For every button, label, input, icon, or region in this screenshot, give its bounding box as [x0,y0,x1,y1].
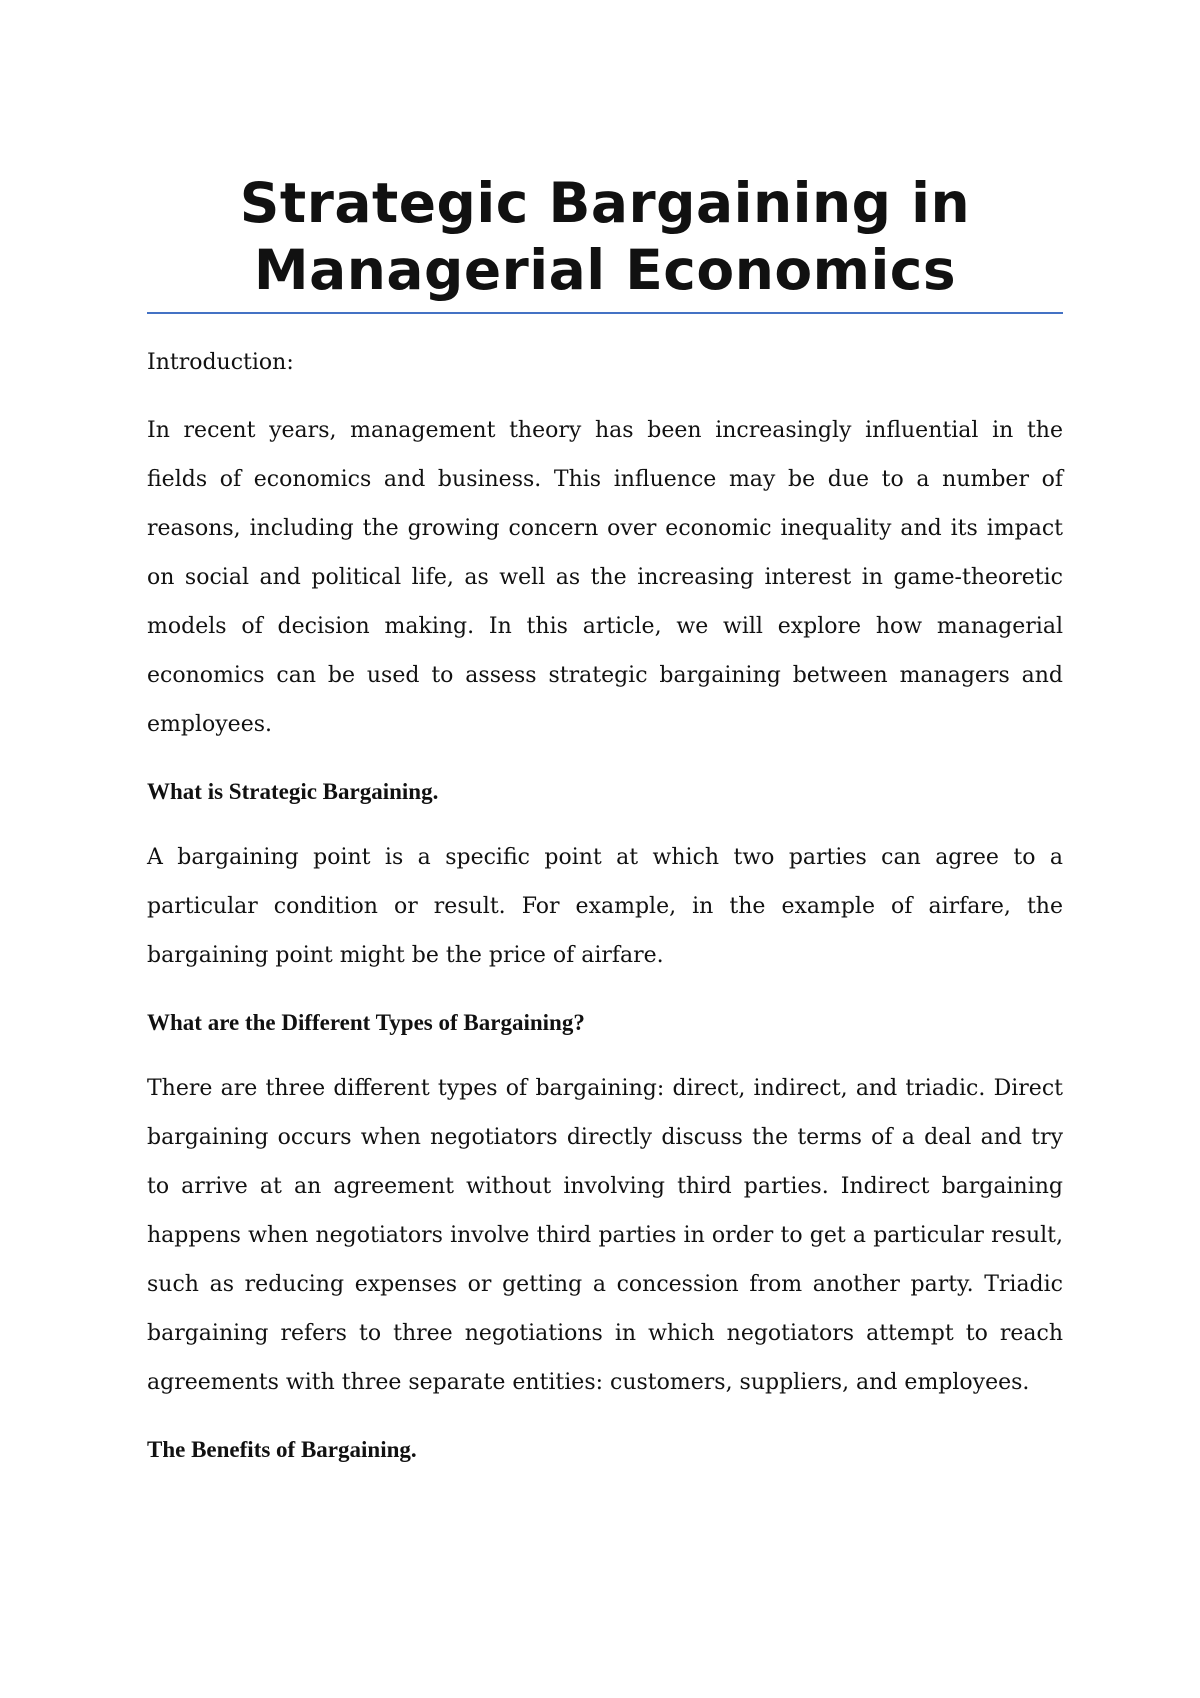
section-heading-types-of-bargaining: What are the Different Types of Bargaining? [147,1010,585,1035]
document-title [147,170,1063,304]
title-line-2: Managerial Economics [253,238,957,302]
section-heading-strategic-bargaining: What is Strategic Bargaining. [147,779,439,804]
title-underline-rule [147,312,1063,314]
intro-label: Introduction: [147,350,294,375]
section-paragraph-types-of-bargaining: There are three different types of bargaining: direct, indirect, and triadic. Direct bargaining occurs when negotiators directly discuss the terms of a deal and try to arrive at an agreement without involving third parties. Indirect bargaining happens when negotiators involve third parties in order to get a particular result, such as reducing expenses or getting a concession from another party. Triadic bargaining refers to three negotiations in which negotiators attempt to reach agreements with three separate entities: customers, suppliers, and employees. [147,1076,1063,1395]
section-heading-benefits-of-bargaining: The Benefits of Bargaining. [147,1437,417,1462]
document-content [147,170,1063,1465]
title-line-1: Strategic Bargaining in [239,171,971,235]
intro-paragraph: In recent years, management theory has been increasingly influential in the fields of economics and business. This influence may be due to a number of reasons, including the growing concern over economic inequality and its impact on social and political life, as well as the increasing interest in game-theoretic models of decision making. In this article, we will explore how managerial economics can be used to assess strategic bargaining between managers and employees. [147,418,1063,737]
section-paragraph-strategic-bargaining: A bargaining point is a specific point at which two parties can agree to a particular condition or result. For example, in the example of airfare, the bargaining point might be the price of airfare. [147,845,1063,968]
